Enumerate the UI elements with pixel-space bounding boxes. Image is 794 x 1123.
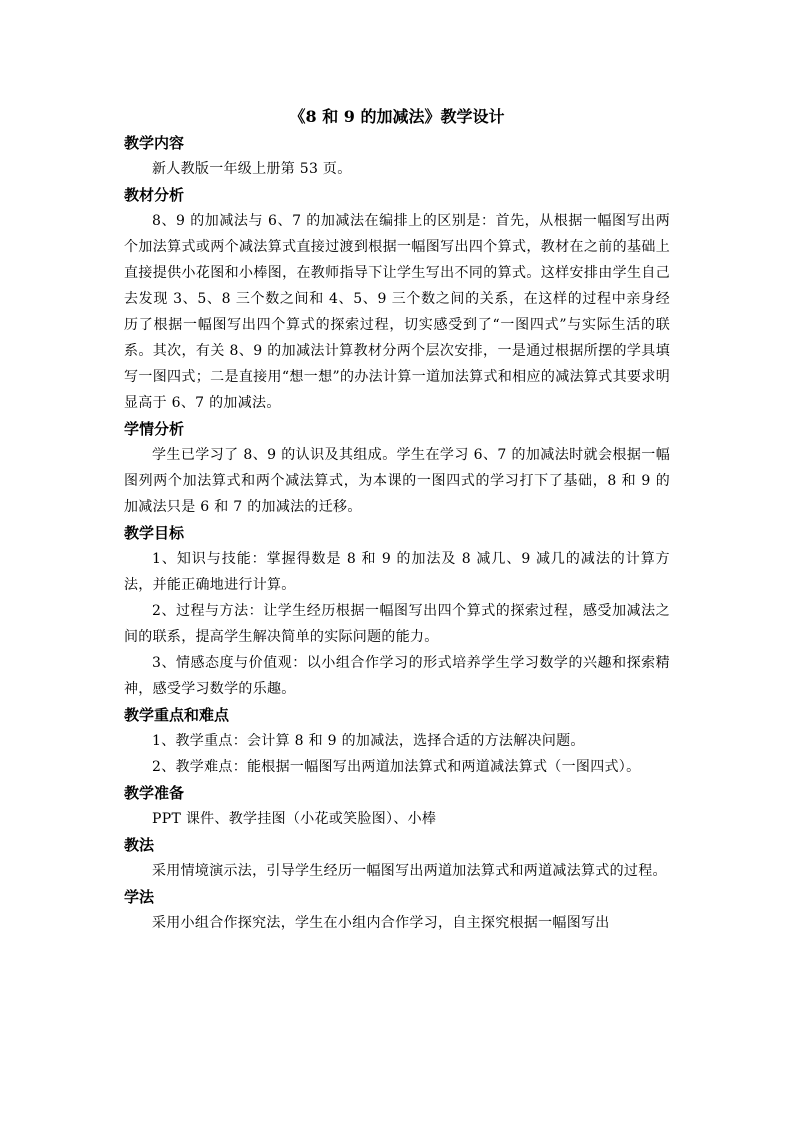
section-heading-teaching-content: 教学内容	[124, 134, 185, 152]
paragraph: 学生已学习了 8、9 的认识及其组成。学生在学习 6、7 的加减法时就会根据一幅图列两个加法算式和两个减法算式，为本课的一图四式的学习打下了基础，8 和 9 的加减法只是 6 和 7 的加减法的迁移。	[124, 447, 670, 515]
paragraph: 2、过程与方法：让学生经历根据一幅图写出四个算式的探索过程，感受加减法之间的联系，提高学生解决简单的实际问题的能力。	[124, 603, 670, 645]
section-heading-preparation: 教学准备	[124, 784, 185, 802]
section-heading-textbook-analysis: 教材分析	[124, 186, 185, 204]
paragraph: 1、知识与技能：掌握得数是 8 和 9 的加法及 8 减几、9 减几的减法的计算方法，并能正确地进行计算。	[124, 551, 670, 593]
paragraph: 采用情境演示法，引导学生经历一幅图写出两道加法算式和两道减法算式的过程。	[152, 863, 667, 879]
document-title: 《8 和 9 的加减法》教学设计	[289, 107, 505, 126]
paragraph: 采用小组合作探究法，学生在小组内合作学习，自主探究根据一幅图写出	[152, 915, 610, 931]
section-heading-learning-method: 学法	[124, 888, 155, 906]
section-heading-student-analysis: 学情分析	[124, 420, 185, 438]
section-heading-teaching-goals: 教学目标	[124, 524, 185, 542]
paragraph: PPT 课件、教学挂图（小花或笑脸图）、小棒	[152, 811, 437, 827]
section-heading-teaching-method: 教法	[124, 836, 155, 854]
paragraph: 8、9 的加减法与 6、7 的加减法在编排上的区别是：首先，从根据一幅图写出两个加法算式或两个减法算式直接过渡到根据一幅图写出四个算式，教材在之前的基础上直接提供小花图和小棒图，在教师指导下让学生写出不同的算式。这样安排由学生自己去发现 3、5、8 三个数之间和 4、5、9 三个数之间的关系，在这样的过程中亲身经历了根据一幅图写出四个算式的探索过程，切实感受到了“一图四式”与实际生活的联系。其次，有关 8、9 的加减法计算教材分两个层次安排，一是通过根据所摆的学具填写一图四式；二是直接用“想一想”的办法计算一道加法算式和相应的减法算式其要求明显高于 6、7 的加减法。	[124, 213, 670, 411]
paragraph: 2、教学难点：能根据一幅图写出两道加法算式和两道减法算式（一图四式）。	[152, 759, 641, 775]
paragraph: 1、教学重点：会计算 8 和 9 的加减法，选择合适的方法解决问题。	[152, 733, 585, 749]
section-heading-key-points: 教学重点和难点	[124, 706, 230, 724]
paragraph: 新人教版一年级上册第 53 页。	[152, 161, 352, 177]
document-body	[124, 104, 670, 936]
paragraph: 3、情感态度与价值观：以小组合作学习的形式培养学生学习数学的兴趣和探索精神，感受学习数学的乐趣。	[124, 655, 670, 697]
